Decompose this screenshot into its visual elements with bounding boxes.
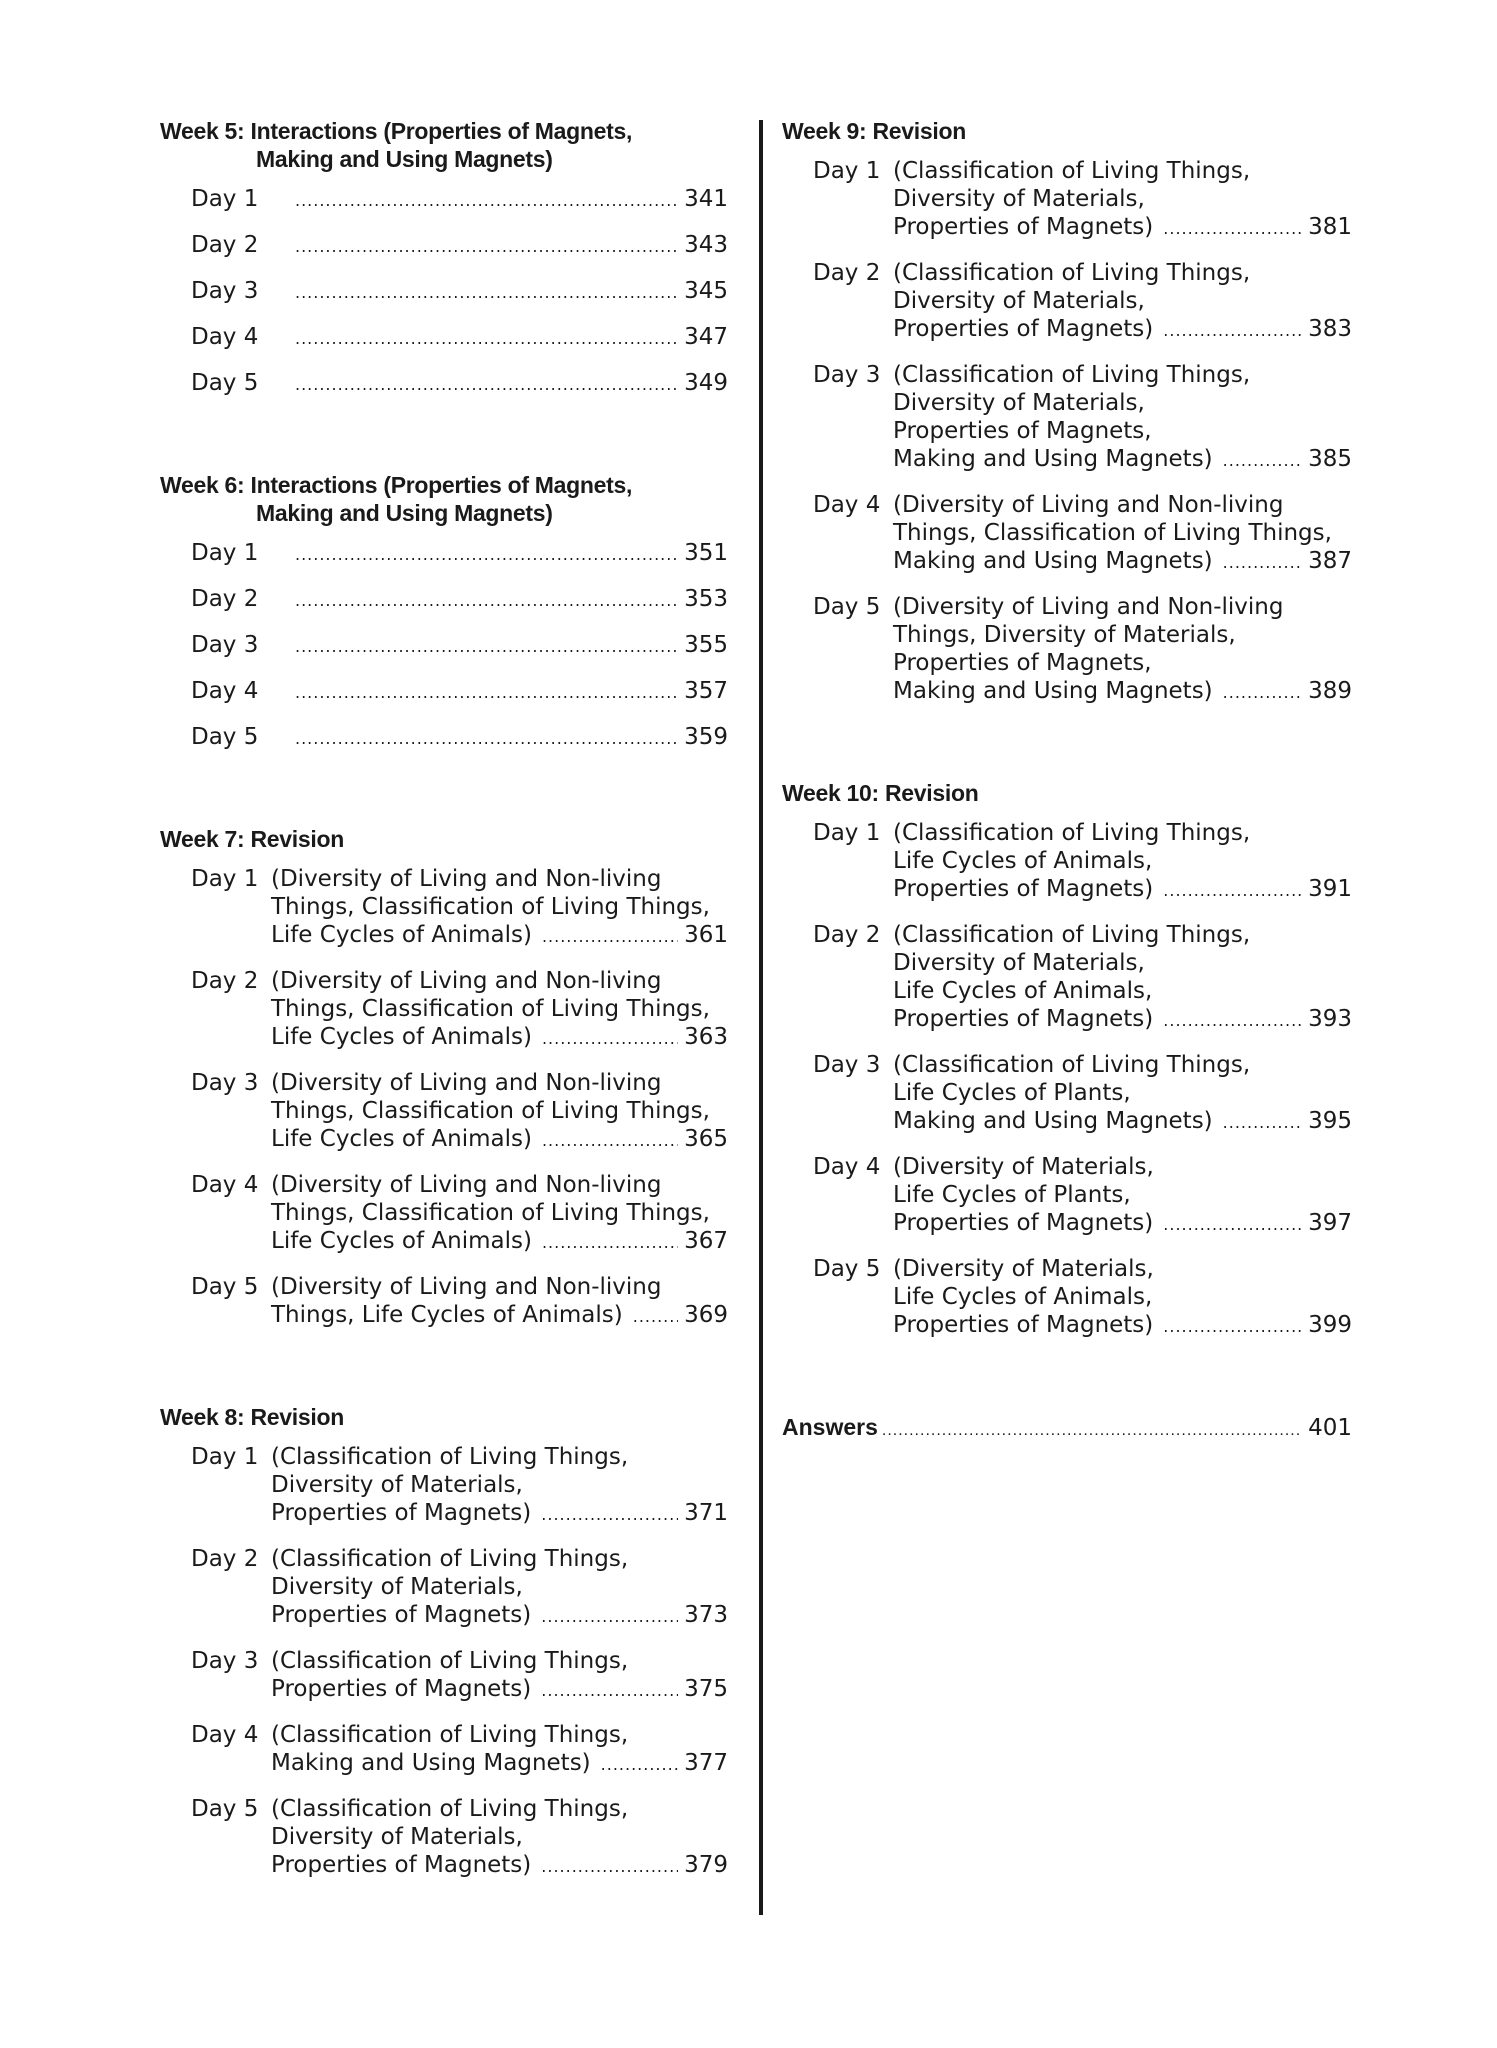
- entry-line: (Classification of Living Things,: [893, 922, 1251, 948]
- entry-line: (Diversity of Materials,: [893, 1256, 1154, 1282]
- entry-line: [285, 323, 728, 353]
- dot-leader: [1163, 215, 1302, 243]
- entry-line: [893, 677, 1352, 707]
- week-title: [160, 117, 728, 173]
- page-number: 401: [1308, 1415, 1352, 1441]
- day-label: Day 3: [191, 632, 259, 658]
- dot-leader: [542, 1229, 678, 1257]
- page-number: 381: [1308, 214, 1352, 240]
- entry-line: Things, Classification of Living Things,: [893, 520, 1332, 546]
- entry-description: [893, 491, 1352, 577]
- day-label: Day 4: [191, 1172, 259, 1198]
- dot-leader: [295, 371, 678, 399]
- toc-entry[interactable]: [191, 1443, 728, 1529]
- page-number: 385: [1308, 446, 1352, 472]
- dot-leader: [1223, 679, 1302, 707]
- toc-entry[interactable]: [191, 865, 728, 951]
- day-label: Day 2: [191, 232, 259, 258]
- entry-description: [893, 819, 1352, 905]
- dot-leader: [1163, 877, 1302, 905]
- column-divider: [759, 120, 763, 1915]
- entry-line: Diversity of Materials,: [271, 1824, 523, 1850]
- toc-week: [782, 117, 1352, 707]
- dot-leader: [295, 725, 678, 753]
- entry-line: (Classification of Living Things,: [893, 158, 1251, 184]
- entry-line-text: Properties of Magnets): [271, 1602, 532, 1628]
- dot-leader: [295, 187, 678, 215]
- entry-description: [271, 585, 728, 615]
- entry-line-text: Properties of Magnets): [893, 1210, 1154, 1236]
- toc-entry[interactable]: [191, 1545, 728, 1631]
- entry-line-text: Making and Using Magnets): [893, 548, 1213, 574]
- week-title: [160, 1403, 728, 1431]
- entry-line: [271, 1851, 728, 1881]
- entry-line: [285, 723, 728, 753]
- entry-description: [271, 677, 728, 707]
- dot-leader: [542, 923, 678, 951]
- toc-entry[interactable]: [813, 921, 1352, 1035]
- dot-leader: [882, 1417, 1302, 1445]
- toc-left-column: [160, 117, 728, 1953]
- entry-line-text: Properties of Magnets): [893, 214, 1154, 240]
- dot-leader: [1163, 1313, 1302, 1341]
- dot-leader: [295, 679, 678, 707]
- page-number: 377: [684, 1750, 728, 1776]
- entry-line: (Classification of Living Things,: [893, 260, 1251, 286]
- toc-week: [782, 779, 1352, 1341]
- entry-description: [271, 277, 728, 307]
- week-title: [160, 471, 728, 527]
- day-label: Day 2: [191, 968, 259, 994]
- entry-description: [893, 921, 1352, 1035]
- entry-description: [271, 323, 728, 353]
- dot-leader: [1223, 549, 1302, 577]
- dot-leader: [542, 1127, 678, 1155]
- entry-line: [271, 1125, 728, 1155]
- dot-leader: [295, 587, 678, 615]
- entry-line: Things, Diversity of Materials,: [893, 622, 1236, 648]
- toc-answers-entry[interactable]: [782, 1413, 1352, 1445]
- toc-entry[interactable]: [813, 1153, 1352, 1239]
- entry-line: [271, 1023, 728, 1053]
- page-number: 343: [684, 232, 728, 258]
- dot-leader: [541, 1603, 678, 1631]
- week-title-line: Making and Using Magnets): [256, 146, 553, 172]
- toc-entry[interactable]: [191, 585, 728, 615]
- entry-line: [271, 1301, 728, 1331]
- toc-entry[interactable]: [191, 1647, 728, 1705]
- entry-line: (Classification of Living Things,: [893, 1052, 1251, 1078]
- toc-week: [160, 471, 728, 753]
- week-title-line: Week 9: Revision: [782, 118, 966, 144]
- day-label: Day 3: [191, 1648, 259, 1674]
- entry-description: [893, 1255, 1352, 1341]
- page-number: 379: [684, 1852, 728, 1878]
- page-number: 393: [1308, 1006, 1352, 1032]
- toc-entry[interactable]: [813, 1051, 1352, 1137]
- entry-line: [893, 547, 1352, 577]
- toc-entry[interactable]: [191, 631, 728, 661]
- entry-description: [893, 1153, 1352, 1239]
- page-number: 369: [684, 1302, 728, 1328]
- entry-description: [271, 1273, 728, 1331]
- entry-line: Things, Classification of Living Things,: [271, 1200, 710, 1226]
- week-title-line: Making and Using Magnets): [256, 500, 553, 526]
- week-title: [160, 825, 728, 853]
- entry-line-text: Making and Using Magnets): [893, 678, 1213, 704]
- day-label: Day 1: [191, 186, 259, 212]
- entry-line-text: Life Cycles of Animals): [271, 1126, 532, 1152]
- entry-line: [893, 875, 1352, 905]
- dot-leader: [295, 279, 678, 307]
- day-label: Day 3: [191, 1070, 259, 1096]
- toc-entry[interactable]: [813, 593, 1352, 707]
- week-title: [782, 117, 1352, 145]
- week-title-line: Week 8: Revision: [160, 1404, 344, 1430]
- entry-line: (Diversity of Living and Non-living: [271, 1070, 662, 1096]
- entry-line: (Diversity of Living and Non-living: [271, 1172, 662, 1198]
- entry-description: [893, 259, 1352, 345]
- entry-line-text: Properties of Magnets): [271, 1852, 532, 1878]
- entry-line: [285, 539, 728, 569]
- day-label: Day 2: [813, 260, 881, 286]
- entry-line-text: Properties of Magnets): [271, 1500, 532, 1526]
- dot-leader: [1223, 447, 1302, 475]
- entry-line: [893, 1311, 1352, 1341]
- dot-leader: [1223, 1109, 1302, 1137]
- entry-line: (Diversity of Living and Non-living: [893, 492, 1284, 518]
- entry-line: [271, 1749, 728, 1779]
- page-number: 389: [1308, 678, 1352, 704]
- entry-line: (Diversity of Living and Non-living: [271, 866, 662, 892]
- entry-line: [893, 1209, 1352, 1239]
- entry-description: [271, 1721, 728, 1779]
- entry-description: [271, 1171, 728, 1257]
- entry-line: Life Cycles of Animals,: [893, 1284, 1153, 1310]
- entry-line-text: Properties of Magnets): [893, 1312, 1154, 1338]
- day-label: Day 5: [191, 1796, 259, 1822]
- dot-leader: [295, 541, 678, 569]
- day-label: Day 1: [191, 540, 259, 566]
- toc-entry[interactable]: [813, 259, 1352, 345]
- dot-leader: [601, 1751, 678, 1779]
- entry-line: Diversity of Materials,: [893, 950, 1145, 976]
- week-title-line: Week 6: Interactions (Properties of Magnets,: [160, 472, 633, 498]
- entry-line: (Classification of Living Things,: [271, 1546, 629, 1572]
- entry-line-text: Life Cycles of Animals): [271, 1228, 532, 1254]
- toc-week: [160, 1403, 728, 1881]
- page-number: 375: [684, 1676, 728, 1702]
- toc-entry[interactable]: [191, 185, 728, 215]
- entry-line: [285, 585, 728, 615]
- entry-line: (Diversity of Living and Non-living: [271, 1274, 662, 1300]
- entry-line: Properties of Magnets,: [893, 650, 1152, 676]
- page-number: 363: [684, 1024, 728, 1050]
- page-number: 383: [1308, 316, 1352, 342]
- entry-line: (Classification of Living Things,: [893, 362, 1251, 388]
- page-number: 373: [684, 1602, 728, 1628]
- entry-line: Properties of Magnets,: [893, 418, 1152, 444]
- day-label: Day 2: [813, 922, 881, 948]
- entry-line: [285, 277, 728, 307]
- toc-entry[interactable]: [813, 361, 1352, 475]
- toc-entry[interactable]: [191, 231, 728, 261]
- entry-line: (Classification of Living Things,: [271, 1722, 629, 1748]
- entry-line: [285, 185, 728, 215]
- entry-line-text: Making and Using Magnets): [893, 1108, 1213, 1134]
- day-label: Day 4: [191, 324, 259, 350]
- entry-line: [893, 315, 1352, 345]
- toc-week: [160, 117, 728, 399]
- page-number: 359: [684, 724, 728, 750]
- entry-line: (Classification of Living Things,: [271, 1648, 629, 1674]
- entry-line: [271, 1675, 728, 1705]
- entry-line: (Classification of Living Things,: [271, 1444, 629, 1470]
- day-label: Day 3: [813, 362, 881, 388]
- toc-entry[interactable]: [813, 157, 1352, 243]
- entry-line: [285, 231, 728, 261]
- dot-leader: [542, 1025, 678, 1053]
- entry-line: Life Cycles of Animals,: [893, 978, 1153, 1004]
- entry-line: Things, Classification of Living Things,: [271, 996, 710, 1022]
- entry-description: [271, 1069, 728, 1155]
- day-label: Day 4: [191, 1722, 259, 1748]
- entry-line: [285, 369, 728, 399]
- entry-description: [271, 1443, 728, 1529]
- page-number: 355: [684, 632, 728, 658]
- entry-description: [271, 723, 728, 753]
- entry-line: Diversity of Materials,: [271, 1472, 523, 1498]
- entry-description: [271, 369, 728, 399]
- page-number: 351: [684, 540, 728, 566]
- page-number: 353: [684, 586, 728, 612]
- entry-line: Things, Classification of Living Things,: [271, 894, 710, 920]
- entry-line-text: Properties of Magnets): [893, 316, 1154, 342]
- entry-description: [893, 157, 1352, 243]
- toc-entry[interactable]: [813, 491, 1352, 577]
- entry-line: [893, 1107, 1352, 1137]
- page-number: 345: [684, 278, 728, 304]
- entry-description: [271, 231, 728, 261]
- day-label: Day 1: [813, 820, 881, 846]
- entry-line: [285, 631, 728, 661]
- entry-line: Diversity of Materials,: [893, 288, 1145, 314]
- page-number: 361: [684, 922, 728, 948]
- toc-entry[interactable]: [813, 1255, 1352, 1341]
- entry-line: [271, 921, 728, 951]
- entry-description: [271, 865, 728, 951]
- dot-leader: [295, 233, 678, 261]
- entry-line: Life Cycles of Plants,: [893, 1080, 1131, 1106]
- page-number: 371: [684, 1500, 728, 1526]
- day-label: Day 4: [191, 678, 259, 704]
- day-label: Day 2: [191, 586, 259, 612]
- entry-description: [271, 1795, 728, 1881]
- toc-entry[interactable]: [191, 677, 728, 707]
- day-label: Day 1: [191, 866, 259, 892]
- week-title-line: Week 7: Revision: [160, 826, 344, 852]
- day-label: Day 1: [813, 158, 881, 184]
- toc-entry[interactable]: [191, 539, 728, 569]
- entry-line: Life Cycles of Animals,: [893, 848, 1153, 874]
- dot-leader: [295, 325, 678, 353]
- entry-line-text: Life Cycles of Animals): [271, 1024, 532, 1050]
- day-label: Day 2: [191, 1546, 259, 1572]
- entry-line-text: Properties of Magnets): [893, 1006, 1154, 1032]
- entry-line: [271, 1499, 728, 1529]
- day-label: Day 3: [813, 1052, 881, 1078]
- day-label: Day 4: [813, 492, 881, 518]
- toc-entry[interactable]: [191, 369, 728, 399]
- entry-line-text: Things, Life Cycles of Animals): [271, 1302, 623, 1328]
- entry-line-text: Making and Using Magnets): [271, 1750, 591, 1776]
- entry-line: Diversity of Materials,: [893, 390, 1145, 416]
- entry-description: [893, 593, 1352, 707]
- page-number: 391: [1308, 876, 1352, 902]
- page-number: 367: [684, 1228, 728, 1254]
- page-number: 387: [1308, 548, 1352, 574]
- entry-line: (Classification of Living Things,: [893, 820, 1251, 846]
- day-label: Day 5: [813, 594, 881, 620]
- toc-entry[interactable]: [813, 819, 1352, 905]
- toc-entry[interactable]: [191, 1171, 728, 1257]
- entry-line: (Diversity of Living and Non-living: [271, 968, 662, 994]
- toc-entry[interactable]: [191, 967, 728, 1053]
- toc-right-column: [782, 117, 1352, 1445]
- week-title-line: Week 5: Interactions (Properties of Magnets,: [160, 118, 633, 144]
- entry-description: [271, 631, 728, 661]
- entry-line-text: Making and Using Magnets): [893, 446, 1213, 472]
- entry-line: Diversity of Materials,: [893, 186, 1145, 212]
- entry-line: [893, 445, 1352, 475]
- toc-entry[interactable]: [191, 1273, 728, 1331]
- day-label: Day 4: [813, 1154, 881, 1180]
- dot-leader: [541, 1501, 678, 1529]
- entry-line: Things, Classification of Living Things,: [271, 1098, 710, 1124]
- entry-line: (Diversity of Living and Non-living: [893, 594, 1284, 620]
- entry-description: [893, 1051, 1352, 1137]
- page-number: 365: [684, 1126, 728, 1152]
- page-number: 395: [1308, 1108, 1352, 1134]
- toc-entry[interactable]: [191, 1795, 728, 1881]
- entry-line-text: Life Cycles of Animals): [271, 922, 532, 948]
- dot-leader: [1163, 317, 1302, 345]
- entry-line-text: Properties of Magnets): [893, 876, 1154, 902]
- entry-line: Life Cycles of Plants,: [893, 1182, 1131, 1208]
- page-number: 347: [684, 324, 728, 350]
- dot-leader: [1163, 1211, 1302, 1239]
- page-number: 357: [684, 678, 728, 704]
- day-label: Day 5: [813, 1256, 881, 1282]
- day-label: Day 5: [191, 1274, 259, 1300]
- dot-leader: [1163, 1007, 1302, 1035]
- toc-entry[interactable]: [191, 723, 728, 753]
- day-label: Day 5: [191, 724, 259, 750]
- entry-description: [271, 185, 728, 215]
- dot-leader: [633, 1303, 678, 1331]
- entry-description: [271, 539, 728, 569]
- entry-line: [285, 677, 728, 707]
- answers-label: Answers: [782, 1414, 878, 1440]
- entry-line-text: Properties of Magnets): [271, 1676, 532, 1702]
- entry-line: (Diversity of Materials,: [893, 1154, 1154, 1180]
- week-title: [782, 779, 1352, 807]
- page-number: 399: [1308, 1312, 1352, 1338]
- entry-line: [893, 1005, 1352, 1035]
- entry-description: [271, 967, 728, 1053]
- page-number: 349: [684, 370, 728, 396]
- toc-entry[interactable]: [191, 1721, 728, 1779]
- dot-leader: [541, 1677, 678, 1705]
- toc-entry[interactable]: [191, 323, 728, 353]
- page-number: 341: [684, 186, 728, 212]
- page-number: 397: [1308, 1210, 1352, 1236]
- entry-line: (Classification of Living Things,: [271, 1796, 629, 1822]
- dot-leader: [295, 633, 678, 661]
- toc-entry[interactable]: [191, 277, 728, 307]
- toc-week: [160, 825, 728, 1331]
- entry-line: [271, 1227, 728, 1257]
- toc-entry[interactable]: [191, 1069, 728, 1155]
- day-label: Day 1: [191, 1444, 259, 1470]
- dot-leader: [541, 1853, 678, 1881]
- entry-line: Diversity of Materials,: [271, 1574, 523, 1600]
- entry-description: [271, 1647, 728, 1705]
- day-label: Day 5: [191, 370, 259, 396]
- week-title-line: Week 10: Revision: [782, 780, 979, 806]
- entry-line: [893, 213, 1352, 243]
- day-label: Day 3: [191, 278, 259, 304]
- entry-description: [893, 361, 1352, 475]
- entry-description: [271, 1545, 728, 1631]
- entry-line: [271, 1601, 728, 1631]
